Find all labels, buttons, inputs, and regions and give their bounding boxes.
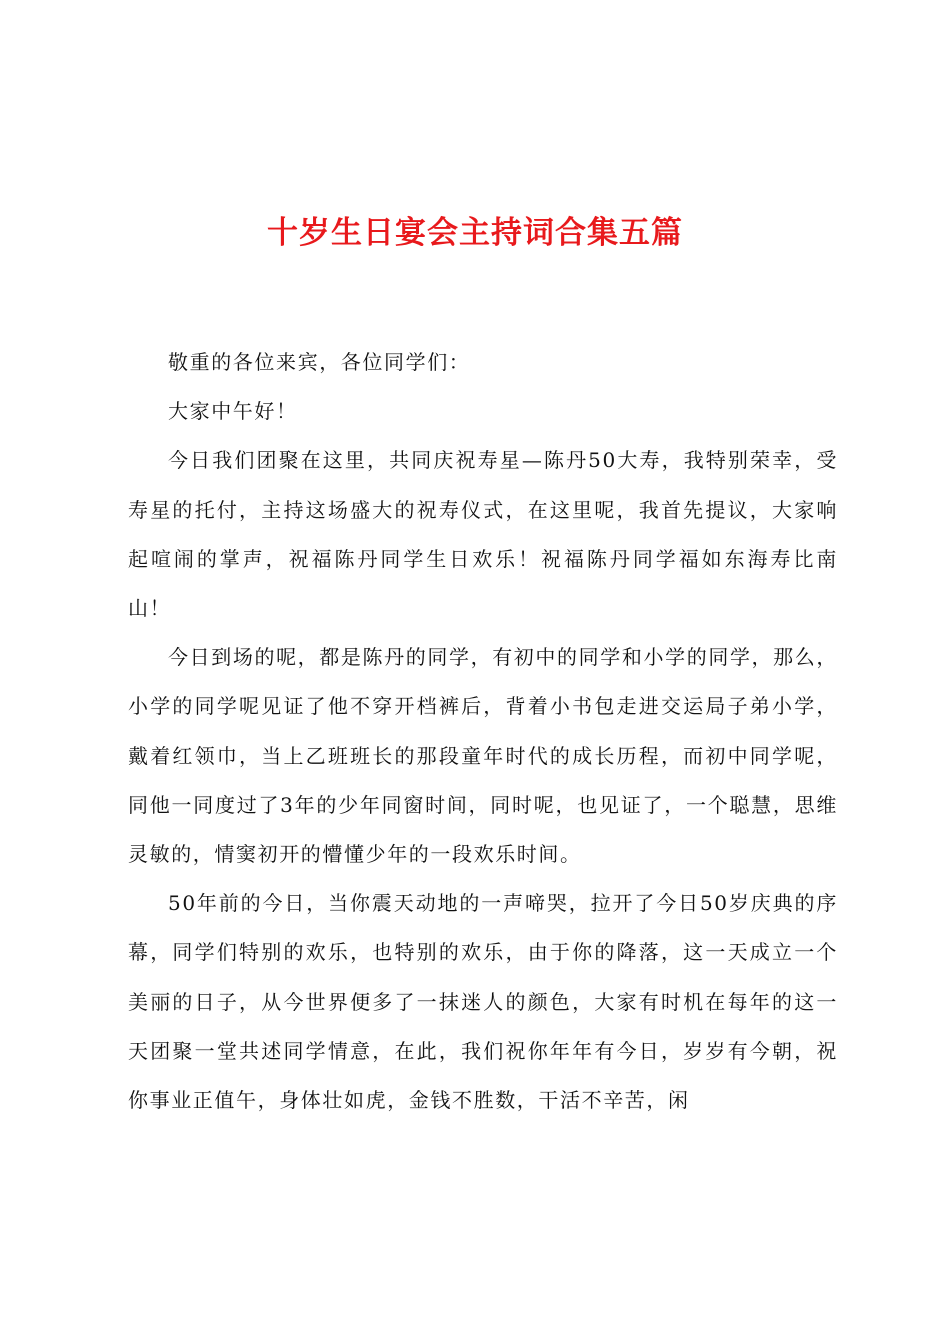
document-title: 十岁生日宴会主持词合集五篇 (267, 215, 683, 251)
paragraph-opening: 今日我们团聚在这里，共同庆祝寿星—陈丹50大寿，我特别荣幸，受寿星的托付，主持这场盛大的祝寿仪式，在这里呢，我首先提议，大家响起喧闹的掌声，祝福陈丹同学生日欢乐！祝福陈丹同学福如东海寿比南山！ (128, 448, 838, 621)
paragraph-greeting: 敬重的各位来宾，各位同学们： (168, 350, 471, 374)
paragraph-classmates: 今日到场的呢，都是陈丹的同学，有初中的同学和小学的同学，那么，小学的同学呢见证了他不穿开档裤后，背着小书包走进交运局子弟小学，戴着红领巾，当上乙班班长的那段童年时代的成长历程，而初中同学呢，同他一同度过了3年的少年同窗时间，同时呢，也见证了，一个聪慧，思维灵敏的，情窦初开的懵懂少年的一段欢乐时间。 (128, 645, 838, 867)
paragraph-salutation: 大家中午好！ (168, 399, 298, 424)
document-body (128, 338, 838, 1125)
paragraph-birthday-wishes: 50年前的今日，当你震天动地的一声啼哭，拉开了今日50岁庆典的序幕，同学们特别的欢乐，也特别的欢乐，由于你的降落，这一天成立一个美丽的日子，从今世界便多了一抹迷人的颜色，大家有时机在每年的这一天团聚一堂共述同学情意，在此，我们祝你年年有今日，岁岁有今朝，祝你事业正值午，身体壮如虎，金钱不胜数，干活不辛苦，闲 (128, 891, 838, 1113)
